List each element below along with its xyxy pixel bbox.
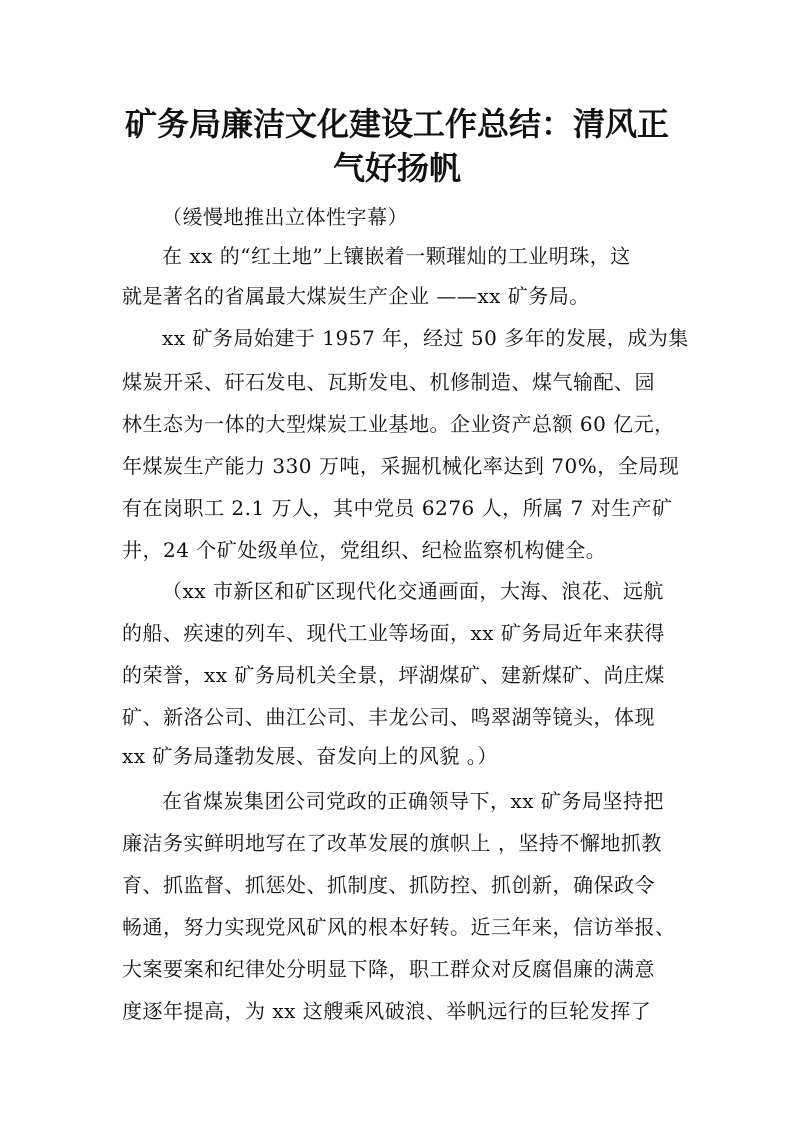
paragraph-4-line-4: 畅通，努力实现党风矿风的根本好转。近三年来，信访举报、	[122, 915, 676, 939]
subtitle-note: （缓慢地推出立体性字幕）	[162, 205, 408, 229]
paragraph-3-line-5: xx 矿务局蓬勃发展、奋发向上的风貌 。）	[122, 744, 498, 768]
paragraph-3-line-4: 矿、新洛公司、曲江公司、丰龙公司、鸣翠湖等镜头，体现	[122, 705, 655, 729]
paragraph-2-line-6: 井，24 个矿处级单位，党组织、纪检监察机构健全。	[122, 538, 607, 562]
document-title-line-1: 矿务局廉洁文化建设工作总结：清风正	[124, 105, 669, 143]
paragraph-1-line-2: 就是著名的省属最大煤炭生产企业 ——xx 矿务局。	[122, 284, 590, 308]
paragraph-3-line-2: 的船、疾速的列车、现代工业等场面，xx 矿务局近年来获得	[122, 621, 665, 645]
paragraph-4-line-2: 廉洁务实鲜明地写在了改革发展的旗帜上 ，坚持不懈地抓教	[122, 831, 662, 855]
paragraph-4-line-5: 大案要案和纪律处分明显下降，职工群众对反腐倡廉的满意	[122, 957, 655, 981]
paragraph-4-line-6: 度逐年提高，为 xx 这艘乘风破浪、举帆远行的巨轮发挥了	[122, 999, 652, 1023]
paragraph-2-line-4: 年煤炭生产能力 330 万吨，采掘机械化率达到 70%，全局现	[122, 454, 680, 478]
document-title-line-2: 气好扬帆	[332, 149, 461, 187]
paragraph-2-line-1: xx 矿务局始建于 1957 年，经过 50 多年的发展，成为集	[162, 326, 689, 350]
paragraph-3-line-1: （xx 市新区和矿区现代化交通画面，大海、浪花、远航	[162, 579, 664, 603]
paragraph-2-line-2: 煤炭开采、矸石发电、瓦斯发电、机修制造、煤气输配、园	[122, 370, 655, 394]
paragraph-2-line-3: 林生态为一体的大型煤炭工业基地。企业资产总额 60 亿元，	[122, 412, 675, 436]
paragraph-3-line-3: 的荣誉，xx 矿务局机关全景，坪湖煤矿、建新煤矿、尚庄煤	[122, 663, 665, 687]
paragraph-4-line-3: 育、抓监督、抓惩处、抓制度、抓防控、抓创新，确保政令	[122, 873, 655, 897]
paragraph-4-line-1: 在省煤炭集团公司党政的正确领导下，xx 矿务局坚持把	[162, 789, 664, 813]
paragraph-1-line-1: 在 xx 的“红土地”上镶嵌着一颗璀灿的工业明珠，这	[162, 244, 631, 268]
paragraph-2-line-5: 有在岗职工 2.1 万人，其中党员 6276 人，所属 7 对生产矿	[122, 496, 673, 520]
